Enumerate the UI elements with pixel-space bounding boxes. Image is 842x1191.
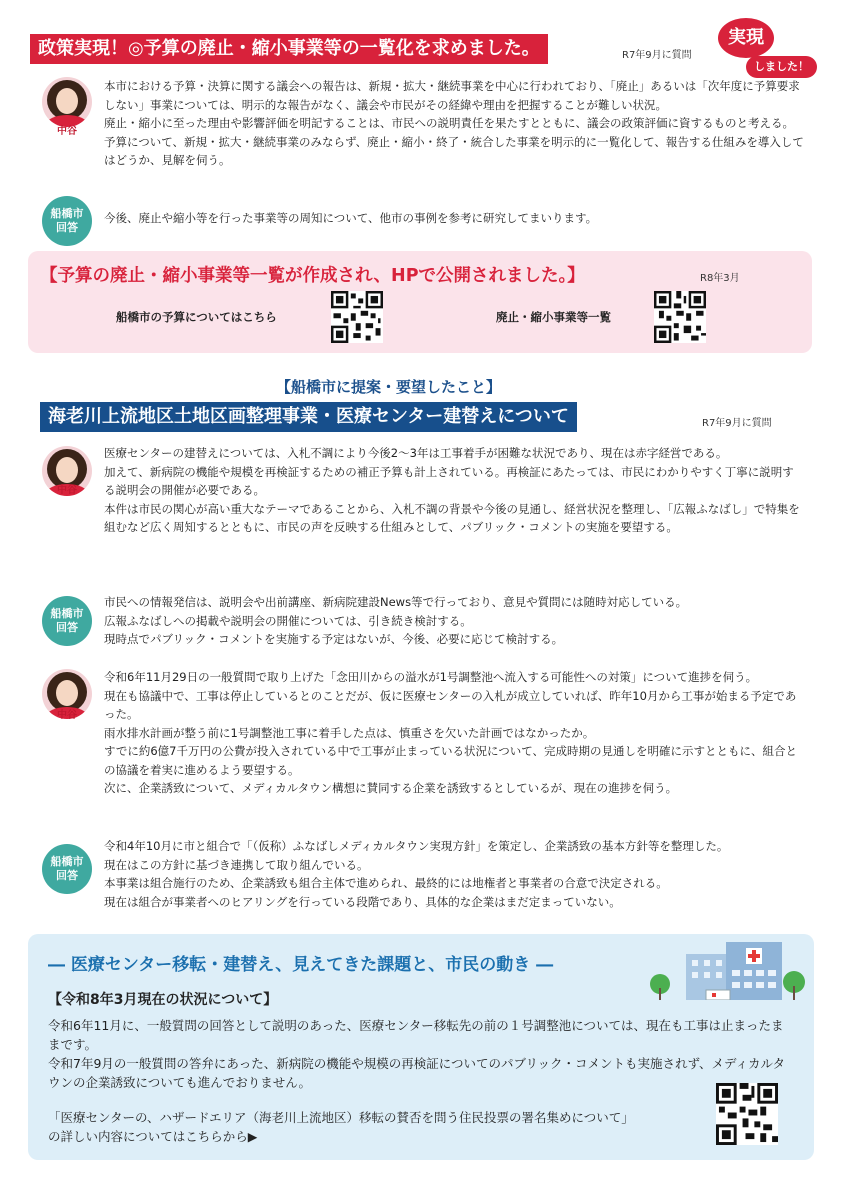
question-paragraph: 加えて、新病院の機能や規模を再検証するための補正予算も計上されている。再検証にあたっては、市民にわかりやすく丁寧に説明する説明会の開催が必要である。 — [104, 464, 794, 497]
answer-badge: 船橋市 回答 — [42, 596, 92, 646]
realized-badge-sub: しました！ — [746, 56, 817, 78]
section1-date: R7年9月に質問 — [622, 50, 692, 61]
petition-link-line: の詳しい内容についてはこちらから▶ — [48, 1129, 258, 1144]
question-paragraph: 次に、企業誘致について、メディカルタウン構想に賛同する企業を誘致するとしているが、現在の進捗を伺う。 — [104, 781, 678, 795]
qr-code-icon[interactable] — [654, 291, 706, 343]
status-paragraph: 令和6年11月に、一般質問の回答として説明のあった、医療センター移転先の前の１号調整池については、現在も工事は止まったままです。 — [48, 1018, 784, 1052]
question-paragraph: 令和6年11月29日の一般質問で取り上げた「念田川からの溢水が1号調整池へ流入する可能性への対策」について進捗を伺う。 — [104, 670, 758, 684]
petition-link-line: 「医療センターの、ハザードエリア（海老川上流地区）移転の賛否を問う住民投票の署名集めについて」 — [48, 1110, 634, 1125]
answer-badge: 船橋市 回答 — [42, 844, 92, 894]
speaker-name: 中谷 — [57, 710, 77, 721]
answer-paragraph: 令和4年10月に市と組合で「（仮称）ふなばしメディカルタウン実現方針」を策定し、企業誘致の基本方針等を整理した。 — [104, 839, 729, 853]
answer-paragraph: 現在は組合が事業者へのヒアリングを行っている段階であり、具体的な企業はまだ定まっていない。 — [104, 894, 621, 909]
answer-paragraph: 本事業は組合施行のため、企業誘致も組合主体で進められ、最終的には地権者と事業者の合意で決定される。 — [104, 876, 668, 890]
status-text — [48, 1016, 788, 1092]
question-paragraph: 医療センターの建替えについては、入札不調により今後2～3年は工事着手が困難な状況であり、現在は赤字経営である。 — [104, 446, 728, 460]
section2-title: 海老川上流地区土地区画整理事業・医療センター建替えについて — [40, 402, 577, 432]
realized-badge-main: 実現 — [718, 18, 774, 58]
nakatani-avatar — [42, 77, 92, 127]
status-info-title: ― 医療センター移転・建替え、見えてきた課題と、市民の動き ― — [48, 955, 554, 975]
petition-link-text[interactable] — [48, 1108, 698, 1146]
question-text — [104, 668, 804, 798]
question-paragraph: 予算について、新規・拡大・継続事業のみならず、廃止・縮小・終了・統合した事業を明示的に一覧化して、報告する仕組みを導入してはどうか、見解を伺う。 — [104, 134, 804, 167]
section1-answer-text — [104, 209, 804, 228]
question-paragraph: 本市における予算・決算に関する議会への報告は、新規・拡大・継続事業を中心に行われており、「廃止」あるいは「次年度に予算要求しない」事業については、明示的な報告がなく、議会や市民がその経緯や理由を把握することが難しい状況。 — [104, 79, 800, 112]
status-heading: 【令和8年3月現在の状況について】 — [48, 992, 278, 1008]
qr-code-icon[interactable] — [716, 1083, 778, 1145]
answer-paragraph: 現在はこの方針に基づき連携して取り組んでいる。 — [104, 857, 369, 872]
answer-text — [104, 837, 804, 911]
budget-link-label[interactable]: 船橋市の予算についてはこちら — [116, 310, 277, 324]
question-paragraph: 廃止・縮小に至った理由や影響評価を明記することは、市民への説明責任を果たすとともに、議会の政策評価に資するものと考える。 — [104, 116, 794, 130]
proposals-subheading: 【船橋市に提案・要望したこと】 — [276, 378, 502, 396]
answer-paragraph: 今後、廃止や縮小等を行った事業等の周知について、他市の事例を参考に研究してまいります。 — [104, 211, 598, 225]
question-paragraph: 雨水排水計画が整う前に1号調整池工事に着手した点は、慎重さを欠いた計画ではなかったか。 — [104, 725, 595, 740]
answer-badge: 船橋市 回答 — [42, 196, 92, 246]
answer-paragraph: 広報ふなばしへの掲載や説明会の開催については、引き続き検討する。 — [104, 613, 472, 628]
answer-paragraph: 市民への情報発信は、説明会や出前講座、新病院建設News等で行っており、意見や質問には随時対応している。 — [104, 595, 688, 609]
section2-date: R7年9月に質問 — [702, 418, 772, 429]
answer-text — [104, 593, 804, 649]
hospital-building-icon — [646, 936, 806, 1000]
speaker-name: 中谷 — [57, 126, 77, 137]
cut-programs-link-label[interactable]: 廃止・縮小事業等一覧 — [496, 310, 611, 324]
question-paragraph: 現在も協議中で、工事は停止しているとのことだが、仮に医療センターの入札が成立していれば、昨年10月から工事が始まる予定であった。 — [104, 688, 797, 721]
section1-question-text — [104, 77, 804, 170]
question-text — [104, 444, 804, 537]
speaker-name: 中谷 — [57, 485, 77, 496]
result-date: R8年3月 — [700, 273, 740, 284]
realized-badge — [692, 16, 812, 73]
question-paragraph: 本件は市民の関心が高い重大なテーマであることから、入札不調の背景や今後の見通し、経営状況を整理し、「広報ふなばし」で特集を組むなど広く周知するとともに、市民の声を反映する仕組みとして、パブリック・コメントの実施を要望する。 — [104, 501, 800, 534]
status-paragraph: 令和7年9月の一般質問の答弁にあった、新病院の機能や規模の再検証についてのパブリック・コメントも実施されず、メディカルタウンの企業誘致についても進んでおりません。 — [48, 1056, 786, 1090]
section1-title: 政策実現！◎予算の廃止・縮小事業等の一覧化を求めました。 — [30, 34, 548, 64]
answer-paragraph: 現時点でパブリック・コメントを実施する予定はないが、今後、必要に応じて検討する。 — [104, 632, 564, 646]
result-title: 【予算の廃止・縮小事業等一覧が作成され、HPで公開されました。】 — [40, 266, 585, 286]
qr-code-icon[interactable] — [331, 291, 383, 343]
question-paragraph: すでに約6億7千万円の公費が投入されている中で工事が止まっている状況について、完成時期の見通しを明確に示すとともに、組合との協議を着実に進めるよう要望する。 — [104, 744, 798, 777]
